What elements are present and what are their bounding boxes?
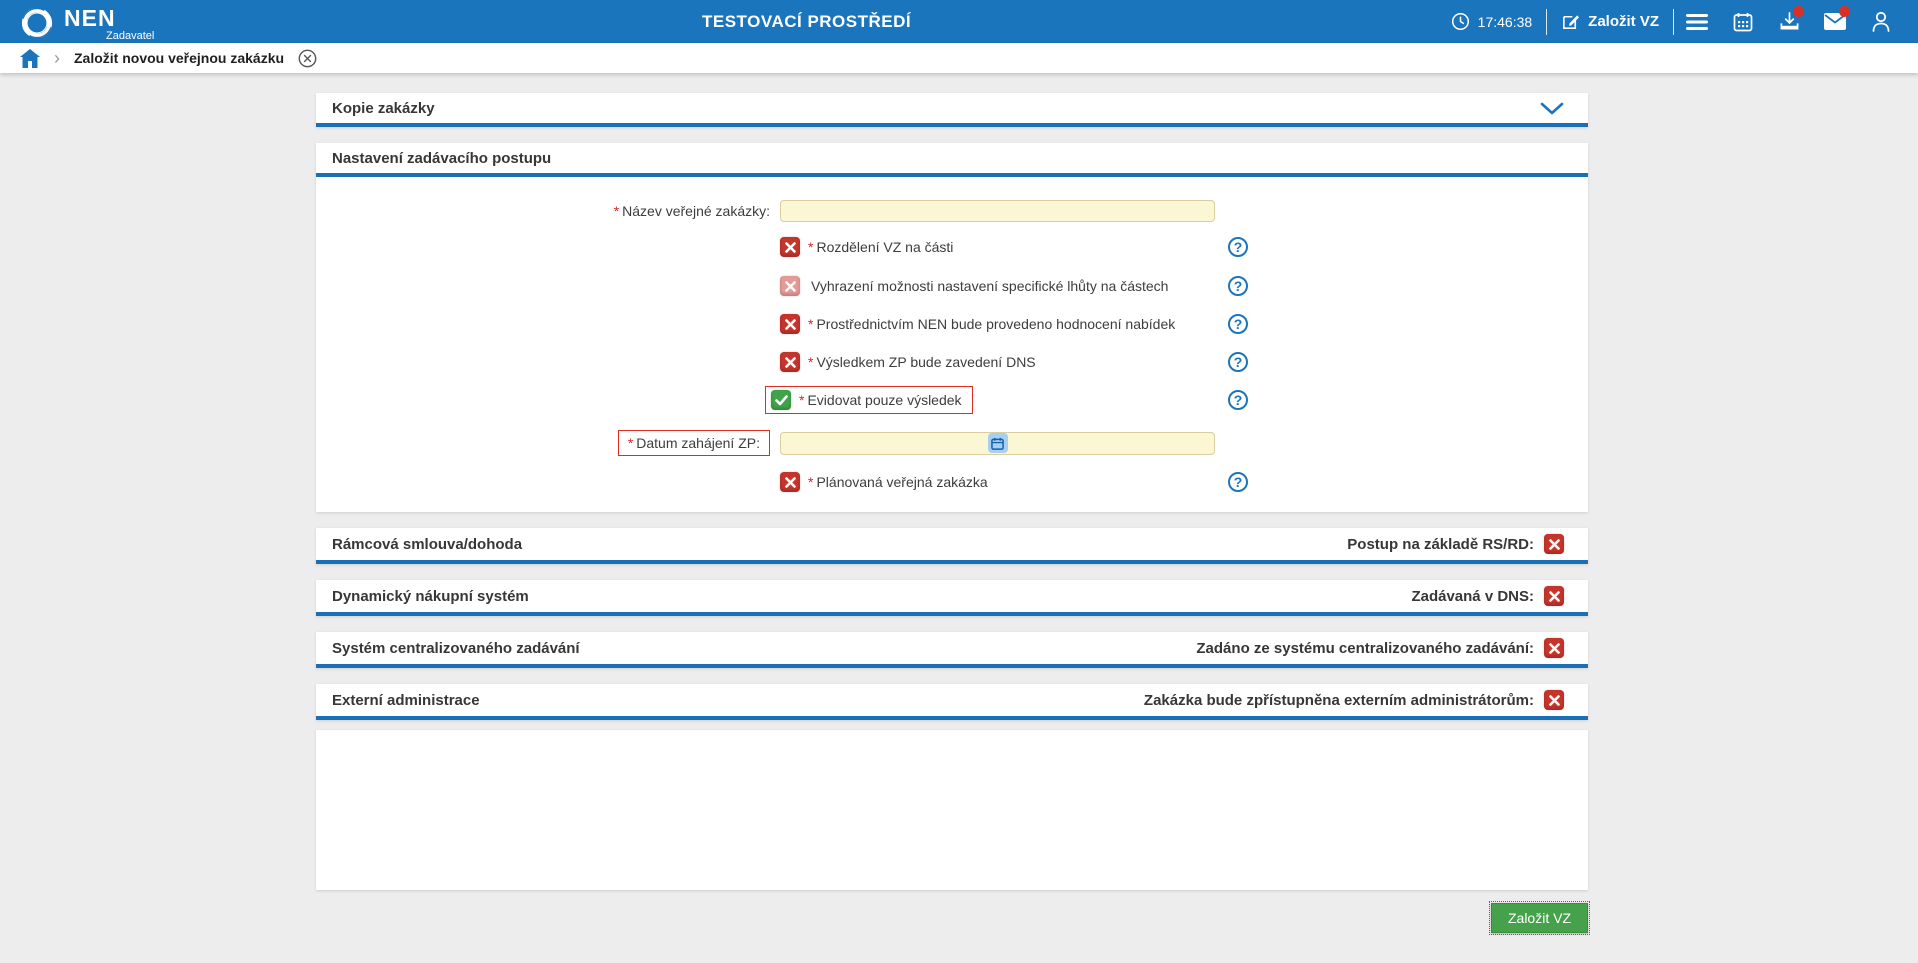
- section-centralizovane-zadavani: [316, 632, 1588, 668]
- field-row-datum-zahajeni: [316, 430, 1588, 456]
- checkbox-row-hodnoceni-nabidek: [316, 314, 1588, 334]
- highlighted-checkbox-group: [765, 386, 973, 414]
- section-title: Nastavení zadávacího postupu: [332, 149, 552, 167]
- nastaveni-form: [316, 200, 1588, 512]
- help-icon[interactable]: ?: [1228, 472, 1248, 492]
- nen-logo-icon: [20, 6, 54, 40]
- help-icon[interactable]: ?: [1228, 314, 1248, 334]
- zalozit-vz-submit-button[interactable]: Založit VZ: [1491, 903, 1588, 933]
- empty-section-area: [316, 730, 1588, 890]
- breadcrumb-chevron: ›: [54, 47, 60, 68]
- section-nastaveni-postupu: [316, 143, 1588, 512]
- field-label: * Název veřejné zakázky:: [613, 203, 770, 219]
- section-kopie-zakazky: [316, 93, 1588, 127]
- server-time: [1437, 0, 1547, 43]
- checkbox-row-rozdeleni-vz: [316, 237, 1588, 257]
- field-label: [316, 430, 770, 456]
- checkbox-label: * Plánovaná veřejná zakázka: [808, 474, 988, 490]
- time-value: 17:46:38: [1477, 13, 1533, 30]
- checkbox-row-zavedeni-dns: [316, 352, 1588, 372]
- date-picker-button[interactable]: [988, 433, 1008, 453]
- section-title: Rámcová smlouva/dohoda: [332, 535, 523, 553]
- checkbox-label: * Prostřednictvím NEN bude provedeno hodnocení nabídek: [808, 316, 1176, 332]
- main-menu-button[interactable]: [1674, 0, 1720, 43]
- section-title: Systém centralizovaného zadávání: [332, 639, 580, 657]
- checkbox-label: * Výsledkem ZP bude zavedení DNS: [808, 354, 1036, 370]
- help-icon[interactable]: ?: [1228, 237, 1248, 257]
- checkbox-unchecked-icon[interactable]: [1544, 638, 1564, 658]
- calendar-button[interactable]: [1720, 0, 1766, 43]
- section-ramcova-smlouva: [316, 528, 1588, 564]
- checkbox-disabled-icon: [780, 276, 800, 296]
- menu-icon: [1686, 14, 1708, 30]
- checkbox-unchecked-icon[interactable]: [780, 352, 800, 372]
- nen-logo[interactable]: [20, 3, 154, 40]
- breadcrumb-page-title: Založit novou veřejnou zakázku: [74, 50, 285, 66]
- calendar-small-icon: [991, 437, 1004, 450]
- checkbox-label: * Evidovat pouze výsledek: [799, 392, 962, 408]
- create-vz-label: Založit VZ: [1588, 13, 1659, 30]
- downloads-button[interactable]: [1766, 0, 1812, 43]
- section-title: Dynamický nákupní systém: [332, 587, 529, 605]
- checkbox-unchecked-icon[interactable]: [780, 472, 800, 492]
- messages-button[interactable]: [1812, 0, 1858, 43]
- calendar-icon: [1733, 12, 1753, 32]
- clock-icon: [1451, 12, 1470, 31]
- checkbox-unchecked-icon[interactable]: [1544, 534, 1564, 554]
- section-externi-administrace: [316, 684, 1588, 720]
- section-field-label: Zadáno ze systému centralizovaného zadávání:: [1196, 639, 1534, 657]
- checkbox-unchecked-icon[interactable]: [1544, 690, 1564, 710]
- home-icon[interactable]: [20, 49, 40, 68]
- help-icon[interactable]: ?: [1228, 390, 1248, 410]
- section-kopie-header[interactable]: [316, 93, 1588, 127]
- highlighted-field-label: * Datum zahájení ZP:: [618, 430, 770, 456]
- close-tab-icon[interactable]: [298, 49, 317, 68]
- section-field-label: Zadávaná v DNS:: [1411, 587, 1534, 605]
- messages-notification-badge: [1839, 6, 1850, 17]
- footer-actions: [316, 903, 1588, 933]
- brand-name: NEN: [64, 5, 116, 31]
- checkbox-label: Vyhrazení možnosti nastavení specifické lhůty na částech: [811, 278, 1169, 294]
- checkbox-row-planovana-vz: [316, 472, 1588, 492]
- checkbox-unchecked-icon[interactable]: [780, 314, 800, 334]
- user-profile-button[interactable]: [1858, 0, 1904, 43]
- section-title: Kopie zakázky: [332, 99, 435, 117]
- breadcrumb: [0, 43, 1918, 73]
- environment-title: TESTOVACÍ PROSTŘEDÍ: [702, 11, 912, 31]
- checkbox-row-vyhrazeni-lhuty: [316, 276, 1588, 296]
- checkbox-unchecked-icon[interactable]: [1544, 586, 1564, 606]
- checkbox-label: * Rozdělení VZ na části: [808, 239, 954, 255]
- user-icon: [1871, 11, 1891, 32]
- create-vz-header-button[interactable]: [1547, 0, 1673, 43]
- downloads-notification-badge: [1793, 6, 1804, 17]
- section-nastaveni-header: [316, 143, 1588, 177]
- checkbox-checked-icon[interactable]: [771, 390, 791, 410]
- section-dynamicky-nakupni-system: [316, 580, 1588, 616]
- required-asterisk: *: [613, 203, 620, 219]
- help-icon[interactable]: ?: [1228, 352, 1248, 372]
- section-field-label: Postup na základě RS/RD:: [1347, 535, 1534, 553]
- nazev-vz-input[interactable]: [780, 200, 1215, 222]
- brand-subtitle: Zadavatel: [106, 30, 155, 42]
- checkbox-row-evidovat-vysledek: [316, 390, 1588, 410]
- edit-icon: [1561, 12, 1580, 31]
- field-row-nazev-vz: [316, 200, 1588, 222]
- help-icon[interactable]: ?: [1228, 276, 1248, 296]
- section-title: Externí administrace: [332, 691, 480, 709]
- checkbox-unchecked-icon[interactable]: [780, 237, 800, 257]
- section-field-label: Zakázka bude zpřístupněna externím administrátorům:: [1143, 691, 1534, 709]
- chevron-down-icon[interactable]: [1540, 102, 1564, 115]
- top-header-bar: [0, 0, 1918, 43]
- page-content: [0, 73, 1918, 933]
